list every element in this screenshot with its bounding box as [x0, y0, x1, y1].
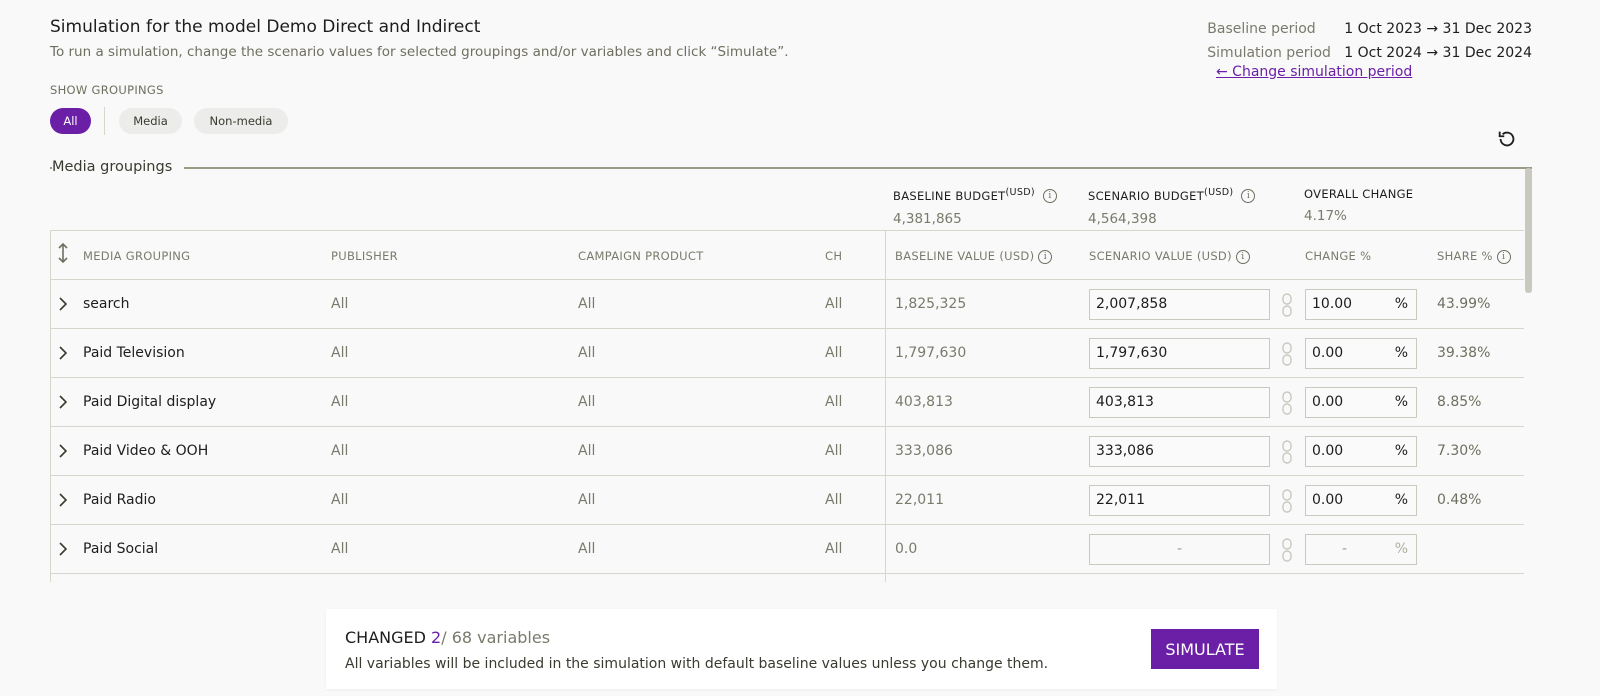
link-icon[interactable]: [1280, 537, 1294, 563]
row-baseline-value: 0.0: [895, 541, 918, 557]
row-baseline-value: 333,086: [895, 443, 953, 459]
chip-divider: [104, 107, 105, 135]
info-icon[interactable]: i: [1038, 250, 1052, 264]
chevron-right-icon[interactable]: [57, 492, 69, 508]
link-icon[interactable]: [1280, 488, 1294, 514]
change-percent-input[interactable]: [1305, 387, 1417, 418]
change-percent-value: -: [1342, 541, 1348, 557]
row-share: 43.99%: [1437, 296, 1491, 312]
percent-symbol: %: [1394, 443, 1408, 459]
change-percent-input[interactable]: [1305, 338, 1417, 369]
link-icon[interactable]: [1280, 292, 1294, 318]
info-icon[interactable]: i: [1236, 250, 1250, 264]
row-media-grouping: search: [83, 296, 130, 312]
row-share: 0.48%: [1437, 492, 1482, 508]
row-media-grouping: Paid Television: [83, 345, 185, 361]
media-groupings-table: [50, 230, 1524, 582]
col-ch[interactable]: CH: [825, 249, 843, 263]
table-scrollbar[interactable]: [1525, 168, 1532, 293]
changed-prefix: CHANGED: [345, 628, 426, 647]
row-baseline-value: 22,011: [895, 492, 944, 508]
baseline-budget-title: BASELINE BUDGET: [893, 188, 1006, 203]
row-publisher: All: [331, 492, 349, 508]
simulation-footer: [326, 609, 1277, 689]
scenario-value-input[interactable]: 22,011: [1089, 485, 1270, 516]
link-icon[interactable]: [1280, 390, 1294, 416]
row-media-grouping: Paid Video & OOH: [83, 443, 209, 459]
scenario-value-input[interactable]: 333,086: [1089, 436, 1270, 467]
table-row[interactable]: [51, 476, 1524, 525]
table-row[interactable]: [51, 378, 1524, 427]
percent-symbol: %: [1394, 541, 1408, 557]
changed-total: / 68 variables: [441, 628, 551, 647]
row-share: 39.38%: [1437, 345, 1491, 361]
changed-count: 2: [431, 628, 442, 647]
change-percent-value: 0.00: [1312, 394, 1344, 410]
change-percent-input[interactable]: [1305, 534, 1417, 565]
change-percent-input[interactable]: [1305, 289, 1417, 320]
row-media-grouping: Paid Social: [83, 541, 159, 557]
baseline-budget-unit: (USD): [1005, 187, 1035, 198]
change-percent-value: 0.00: [1312, 443, 1344, 459]
col-campaign-product[interactable]: CAMPAIGN PRODUCT: [578, 249, 704, 263]
change-percent-input[interactable]: [1305, 436, 1417, 467]
scenario-value-input[interactable]: 403,813: [1089, 387, 1270, 418]
show-groupings-label: SHOW GROUPINGS: [50, 83, 164, 97]
col-media-grouping[interactable]: MEDIA GROUPING: [83, 249, 191, 263]
overall-change-label: OVERALL CHANGE: [1304, 187, 1414, 201]
row-media-grouping: Paid Digital display: [83, 394, 217, 410]
col-share-label: SHARE %: [1437, 249, 1493, 263]
simulation-period-label: Simulation period: [1207, 45, 1331, 61]
grouping-chip-non-media[interactable]: Non-media: [194, 108, 288, 134]
baseline-period-value: 1 Oct 2023 → 31 Dec 2023: [1344, 21, 1532, 37]
row-media-grouping: Paid Radio: [83, 492, 156, 508]
table-row[interactable]: [51, 525, 1524, 574]
baseline-budget-value: 4,381,865: [893, 211, 962, 227]
row-ch: All: [825, 345, 843, 361]
changed-summary: [345, 628, 550, 647]
table-row[interactable]: [51, 280, 1524, 329]
footer-note: All variables will be included in the simulation with default baseline values unless you change them.: [345, 656, 1049, 672]
row-publisher: All: [331, 296, 349, 312]
table-row[interactable]: [51, 427, 1524, 476]
page-title: Simulation for the model Demo Direct and Indirect: [50, 17, 481, 37]
section-title: Media groupings: [52, 159, 184, 175]
row-campaign-product: All: [578, 492, 596, 508]
row-baseline-value: 403,813: [895, 394, 953, 410]
col-change[interactable]: CHANGE %: [1305, 249, 1372, 263]
link-icon[interactable]: [1280, 341, 1294, 367]
row-ch: All: [825, 443, 843, 459]
row-baseline-value: 1,797,630: [895, 345, 967, 361]
table-header: [51, 231, 1524, 280]
row-share: 8.85%: [1437, 394, 1482, 410]
chevron-right-icon[interactable]: [57, 443, 69, 459]
row-campaign-product: All: [578, 296, 596, 312]
page-subtitle: To run a simulation, change the scenario values for selected groupings and/or variables and click “Simulate”.: [50, 44, 789, 60]
row-publisher: All: [331, 345, 349, 361]
scenario-budget-value: 4,564,398: [1088, 211, 1157, 227]
row-ch: All: [825, 541, 843, 557]
reset-icon[interactable]: [1496, 128, 1518, 150]
col-baseline-value-label: BASELINE VALUE (USD): [895, 249, 1035, 263]
overall-change-value: 4.17%: [1304, 208, 1347, 224]
percent-symbol: %: [1394, 394, 1408, 410]
chevron-right-icon[interactable]: [57, 345, 69, 361]
scenario-value-input[interactable]: -: [1089, 534, 1270, 565]
change-percent-value: 0.00: [1312, 492, 1344, 508]
col-scenario-value[interactable]: [1089, 249, 1250, 264]
change-simulation-period-link[interactable]: ← Change simulation period: [1216, 64, 1413, 80]
chevron-right-icon[interactable]: [57, 296, 69, 312]
row-publisher: All: [331, 394, 349, 410]
percent-symbol: %: [1394, 345, 1408, 361]
row-campaign-product: All: [578, 443, 596, 459]
scenario-budget-title: SCENARIO BUDGET: [1088, 188, 1205, 203]
grouping-chip-all[interactable]: All: [50, 108, 91, 134]
chevron-right-icon[interactable]: [57, 394, 69, 410]
percent-symbol: %: [1394, 296, 1408, 312]
column-divider: [885, 230, 886, 582]
simulation-period-value: 1 Oct 2024 → 31 Dec 2024: [1344, 45, 1532, 61]
col-share[interactable]: [1437, 249, 1511, 264]
col-publisher[interactable]: PUBLISHER: [331, 249, 398, 263]
info-icon[interactable]: i: [1497, 250, 1511, 264]
scenario-budget-label: [1088, 187, 1255, 203]
row-ch: All: [825, 296, 843, 312]
row-baseline-value: 1,825,325: [895, 296, 967, 312]
row-ch: All: [825, 394, 843, 410]
section-divider: [50, 167, 1532, 169]
col-baseline-value[interactable]: [895, 249, 1052, 264]
info-icon[interactable]: i: [1043, 189, 1057, 203]
baseline-period-label: Baseline period: [1207, 21, 1316, 37]
col-scenario-value-label: SCENARIO VALUE (USD): [1089, 249, 1232, 263]
sort-icon[interactable]: [57, 242, 69, 264]
row-campaign-product: All: [578, 345, 596, 361]
chevron-right-icon[interactable]: [57, 541, 69, 557]
percent-symbol: %: [1394, 492, 1408, 508]
period-info: [1207, 17, 1532, 65]
row-share: 7.30%: [1437, 443, 1482, 459]
grouping-chip-media[interactable]: Media: [119, 108, 182, 134]
row-ch: All: [825, 492, 843, 508]
row-campaign-product: All: [578, 394, 596, 410]
scenario-value-input[interactable]: 1,797,630: [1089, 338, 1270, 369]
row-publisher: All: [331, 541, 349, 557]
row-campaign-product: All: [578, 541, 596, 557]
baseline-budget-label: [893, 187, 1057, 203]
scenario-value-input[interactable]: 2,007,858: [1089, 289, 1270, 320]
scenario-budget-unit: (USD): [1204, 187, 1234, 198]
row-publisher: All: [331, 443, 349, 459]
link-icon[interactable]: [1280, 439, 1294, 465]
simulate-button[interactable]: SIMULATE: [1151, 629, 1259, 669]
change-percent-value: 10.00: [1312, 296, 1353, 312]
table-row[interactable]: [51, 329, 1524, 378]
info-icon[interactable]: i: [1241, 189, 1255, 203]
change-percent-value: 0.00: [1312, 345, 1344, 361]
change-percent-input[interactable]: [1305, 485, 1417, 516]
